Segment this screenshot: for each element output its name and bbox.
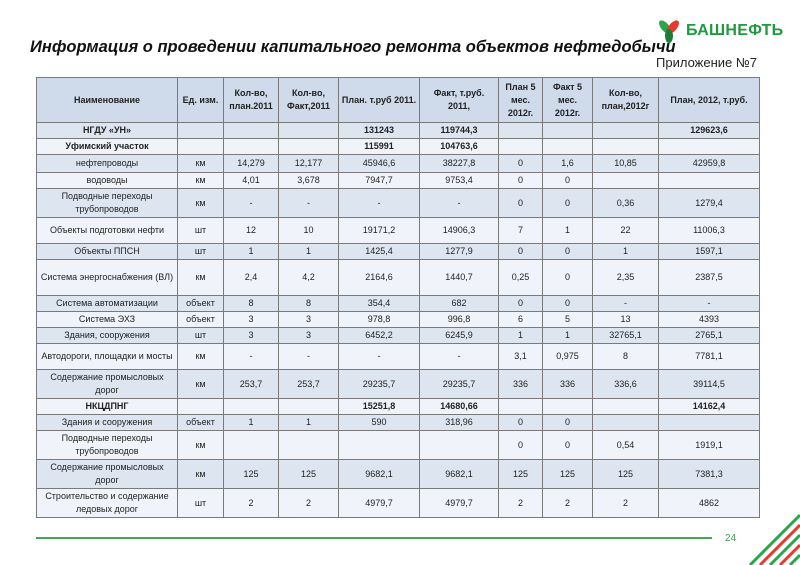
table-cell: 1 [279, 244, 339, 260]
table-row [37, 344, 760, 370]
table-cell: 0 [543, 244, 593, 260]
table-cell: 9753,4 [420, 173, 499, 189]
row-name-cell: Объекты подготовки нефти [37, 218, 178, 244]
table-cell: 2,4 [224, 260, 279, 296]
table-cell: 8 [279, 296, 339, 312]
table-cell [499, 123, 543, 139]
table-cell: 2 [593, 489, 659, 518]
table-row [37, 415, 760, 431]
table-row [37, 218, 760, 244]
table-cell: 14906,3 [420, 218, 499, 244]
table-cell: объект [178, 312, 224, 328]
table-cell: 0 [543, 189, 593, 218]
table-cell: 1277,9 [420, 244, 499, 260]
table-cell: 1279,4 [659, 189, 760, 218]
row-name-cell: Автодороги, площадки и мосты [37, 344, 178, 370]
table-cell: - [279, 344, 339, 370]
footer-divider [36, 537, 712, 539]
table-cell: 12 [224, 218, 279, 244]
table-row [37, 260, 760, 296]
corner-decoration-icon [740, 505, 800, 565]
brand-name: БАШНЕФТЬ [686, 22, 784, 39]
table-cell: 682 [420, 296, 499, 312]
table-cell: км [178, 344, 224, 370]
table-cell: 0 [543, 415, 593, 431]
table-cell [224, 431, 279, 460]
table-cell: 0 [499, 155, 543, 173]
table-cell: 125 [543, 460, 593, 489]
column-header: Кол-во, план.2011 [224, 78, 279, 123]
table-cell: шт [178, 489, 224, 518]
table-cell: 2 [279, 489, 339, 518]
table-row [37, 173, 760, 189]
row-name-cell: Система энергоснабжения (ВЛ) [37, 260, 178, 296]
table-cell: 0 [499, 296, 543, 312]
table-cell: объект [178, 296, 224, 312]
table-cell: 4862 [659, 489, 760, 518]
table-cell: 2 [224, 489, 279, 518]
table-cell: 318,96 [420, 415, 499, 431]
table-cell: - [420, 344, 499, 370]
table-cell: 253,7 [279, 370, 339, 399]
table-cell: 8 [593, 344, 659, 370]
table-cell: шт [178, 244, 224, 260]
table-row [37, 370, 760, 399]
table-cell [543, 399, 593, 415]
table-cell: 1597,1 [659, 244, 760, 260]
table-cell [593, 139, 659, 155]
table-cell: 336,6 [593, 370, 659, 399]
table-cell: 6245,9 [420, 328, 499, 344]
table-cell: 22 [593, 218, 659, 244]
table-cell: - [420, 189, 499, 218]
table-cell: 19171,2 [339, 218, 420, 244]
table-cell: 3 [224, 328, 279, 344]
table-cell: 13 [593, 312, 659, 328]
table-cell: 0,54 [593, 431, 659, 460]
table-cell [543, 139, 593, 155]
appendix-label: Приложение №7 [656, 55, 758, 70]
table-cell [178, 123, 224, 139]
table-cell: 2 [543, 489, 593, 518]
table-cell [224, 123, 279, 139]
table-cell: 10,85 [593, 155, 659, 173]
table-cell: 253,7 [224, 370, 279, 399]
table-cell: км [178, 460, 224, 489]
table-cell: 45946,6 [339, 155, 420, 173]
row-name-cell: НКЦДПНГ [37, 399, 178, 415]
table-cell: 0 [499, 173, 543, 189]
table-row [37, 431, 760, 460]
column-header: Кол-во, Факт,2011 [279, 78, 339, 123]
page-title: Информация о проведении капитального ремонта объектов нефтедобычи [30, 38, 676, 56]
table-cell [543, 123, 593, 139]
column-header: План, 2012, т.руб. [659, 78, 760, 123]
table-cell: 1 [499, 328, 543, 344]
column-header: План 5 мес. 2012г. [499, 78, 543, 123]
table-header-row [37, 78, 760, 123]
table-row [37, 139, 760, 155]
column-header: Ед. изм. [178, 78, 224, 123]
table-cell: 9682,1 [339, 460, 420, 489]
table-cell: - [279, 189, 339, 218]
table-cell: 11006,3 [659, 218, 760, 244]
table-cell: км [178, 173, 224, 189]
table-cell: 39114,5 [659, 370, 760, 399]
table-cell: 104763,6 [420, 139, 499, 155]
table-cell: 3 [279, 312, 339, 328]
table-cell: 2164,6 [339, 260, 420, 296]
table-cell: 14,279 [224, 155, 279, 173]
table-cell: 0 [543, 296, 593, 312]
table-cell: 4,01 [224, 173, 279, 189]
table-cell: 0 [543, 431, 593, 460]
column-header: Факт 5 мес. 2012г. [543, 78, 593, 123]
table-cell: 7 [499, 218, 543, 244]
repair-table [36, 77, 760, 518]
table-cell [420, 431, 499, 460]
table-cell: 125 [224, 460, 279, 489]
column-header: Кол-во, план,2012г [593, 78, 659, 123]
table-row [37, 399, 760, 415]
row-name-cell: Уфимский участок [37, 139, 178, 155]
table-cell: 0,25 [499, 260, 543, 296]
table-cell: 14680,66 [420, 399, 499, 415]
table-cell: 12,177 [279, 155, 339, 173]
table-cell [593, 415, 659, 431]
table-cell: 38227,8 [420, 155, 499, 173]
table-cell: шт [178, 218, 224, 244]
table-row [37, 189, 760, 218]
table-cell: 336 [499, 370, 543, 399]
table-cell: 1919,1 [659, 431, 760, 460]
table-cell: 0 [499, 189, 543, 218]
table-cell: 1 [224, 244, 279, 260]
table-cell: шт [178, 328, 224, 344]
table-cell: км [178, 260, 224, 296]
row-name-cell: Система ЭХЗ [37, 312, 178, 328]
table-cell: км [178, 155, 224, 173]
table-row [37, 123, 760, 139]
table-cell: 0 [499, 431, 543, 460]
table-cell: 10 [279, 218, 339, 244]
table-cell: 8 [224, 296, 279, 312]
table-cell: 3,1 [499, 344, 543, 370]
table-cell: 1 [279, 415, 339, 431]
table-row [37, 328, 760, 344]
table-cell [339, 431, 420, 460]
table-cell: 4,2 [279, 260, 339, 296]
table-cell: 0,975 [543, 344, 593, 370]
table-cell: 0 [499, 244, 543, 260]
row-name-cell: водоводы [37, 173, 178, 189]
table-cell: 1 [593, 244, 659, 260]
table-cell [499, 139, 543, 155]
row-name-cell: НГДУ «УН» [37, 123, 178, 139]
table-cell: - [224, 189, 279, 218]
table-cell [593, 173, 659, 189]
table-cell [279, 139, 339, 155]
table-cell [499, 399, 543, 415]
table-cell: 131243 [339, 123, 420, 139]
table-cell: - [224, 344, 279, 370]
table-cell: 2765,1 [659, 328, 760, 344]
row-name-cell: Содержание промысловых дорог [37, 460, 178, 489]
table-cell: 3 [279, 328, 339, 344]
table-cell: 1 [224, 415, 279, 431]
table-cell: 1,6 [543, 155, 593, 173]
table-cell: 4393 [659, 312, 760, 328]
table-row [37, 244, 760, 260]
table-cell: 6 [499, 312, 543, 328]
table-row [37, 155, 760, 173]
table-cell [224, 399, 279, 415]
table-cell: 119744,3 [420, 123, 499, 139]
table-cell: 978,8 [339, 312, 420, 328]
table-cell: 336 [543, 370, 593, 399]
table-row [37, 460, 760, 489]
table-cell: - [659, 296, 760, 312]
table-cell: 3,678 [279, 173, 339, 189]
row-name-cell: Система автоматизации [37, 296, 178, 312]
table-cell [279, 123, 339, 139]
table-cell: 590 [339, 415, 420, 431]
table-cell: 125 [279, 460, 339, 489]
column-header: План. т.руб 2011. [339, 78, 420, 123]
table-cell: 1425,4 [339, 244, 420, 260]
table-cell [659, 139, 760, 155]
table-cell: 15251,8 [339, 399, 420, 415]
table-cell: 0 [543, 260, 593, 296]
table-cell: 7381,3 [659, 460, 760, 489]
table-cell: 354,4 [339, 296, 420, 312]
column-header: Наименование [37, 78, 178, 123]
table-cell: км [178, 189, 224, 218]
table-cell: 29235,7 [339, 370, 420, 399]
table-cell: - [339, 189, 420, 218]
row-name-cell: Объекты ППСН [37, 244, 178, 260]
table-cell: 1440,7 [420, 260, 499, 296]
table-cell: 0,36 [593, 189, 659, 218]
table-cell [659, 415, 760, 431]
row-name-cell: Здания, сооружения [37, 328, 178, 344]
row-name-cell: Здания и сооружения [37, 415, 178, 431]
table-cell: 5 [543, 312, 593, 328]
table-cell: - [593, 296, 659, 312]
row-name-cell: Строительство и содержание ледовых дорог [37, 489, 178, 518]
table-cell: 129623,6 [659, 123, 760, 139]
row-name-cell: нефтепроводы [37, 155, 178, 173]
table-cell: 125 [499, 460, 543, 489]
table-cell: 2387,5 [659, 260, 760, 296]
table-cell: км [178, 370, 224, 399]
table-cell: 1 [543, 328, 593, 344]
table-cell: 29235,7 [420, 370, 499, 399]
table-cell: 2 [499, 489, 543, 518]
table-cell: 996,8 [420, 312, 499, 328]
table-cell: 4979,7 [420, 489, 499, 518]
table-cell: 4979,7 [339, 489, 420, 518]
table-cell: 9682,1 [420, 460, 499, 489]
table-cell: 115991 [339, 139, 420, 155]
table-row [37, 312, 760, 328]
table-cell [659, 173, 760, 189]
table-cell: 125 [593, 460, 659, 489]
table-row [37, 296, 760, 312]
table-row [37, 489, 760, 518]
table-cell [178, 139, 224, 155]
table-cell [593, 123, 659, 139]
table-cell: 0 [543, 173, 593, 189]
table-cell [224, 139, 279, 155]
row-name-cell: Содержание промысловых дорог [37, 370, 178, 399]
table-cell [593, 399, 659, 415]
table-cell: объект [178, 415, 224, 431]
table-cell: 7947,7 [339, 173, 420, 189]
row-name-cell: Подводные переходы трубопроводов [37, 189, 178, 218]
table-cell [178, 399, 224, 415]
table-cell [279, 431, 339, 460]
column-header: Факт, т.руб. 2011, [420, 78, 499, 123]
table-cell: 7781,1 [659, 344, 760, 370]
table-cell: 1 [543, 218, 593, 244]
table-cell: - [339, 344, 420, 370]
table-cell: 32765,1 [593, 328, 659, 344]
table-cell: 14162,4 [659, 399, 760, 415]
table-cell: 42959,8 [659, 155, 760, 173]
row-name-cell: Подводные переходы трубопроводов [37, 431, 178, 460]
page-number: 24 [725, 533, 737, 544]
table-cell [279, 399, 339, 415]
table-cell: 3 [224, 312, 279, 328]
table-cell: 6452,2 [339, 328, 420, 344]
table-cell: 0 [499, 415, 543, 431]
table-cell: км [178, 431, 224, 460]
table-cell: 2,35 [593, 260, 659, 296]
